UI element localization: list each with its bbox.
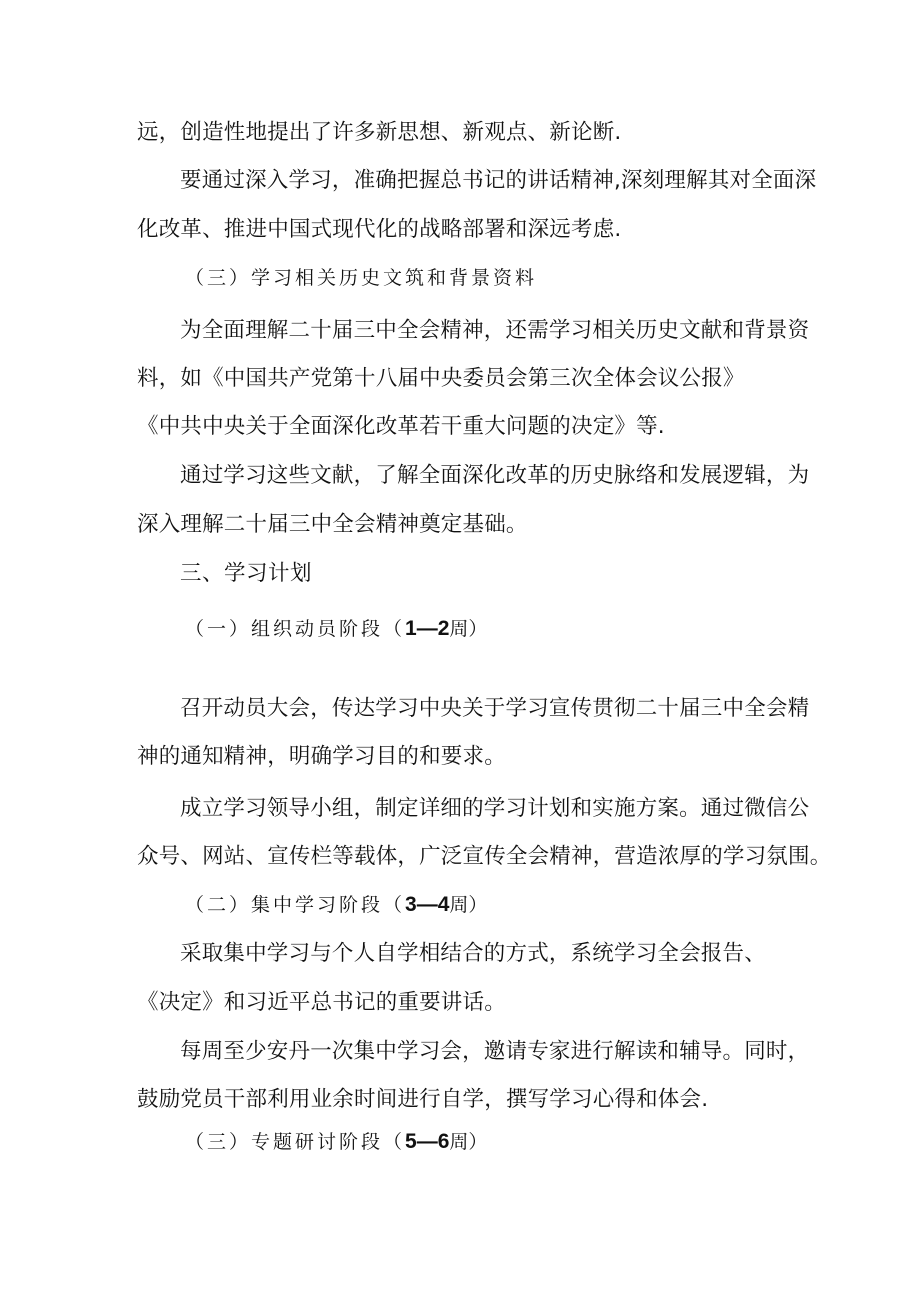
- paragraph-line: 召开动员大会，传达学习中央关于学习宣传贯彻二十届三中全会精: [180, 696, 810, 721]
- paragraph-line: 通过学习这些文献，了解全面深化改革的历史脉络和发展逻辑，为: [180, 463, 810, 488]
- paragraph-line: 《决定》和习近平总书记的重要讲话。: [137, 990, 506, 1015]
- paragraph-line: 为全面理解二十届三中全会精神，还需学习相关历史文献和背景资: [180, 318, 810, 343]
- subsection-heading: （三）学习相关历史文筑和背景资料: [185, 267, 538, 289]
- paragraph-line: 《中共中央关于全面深化改革若干重大问题的决定》等.: [137, 414, 665, 439]
- phase-prefix: （二）集中学习阶段（: [185, 894, 406, 916]
- section-heading: 三、学习计划: [180, 561, 313, 586]
- phase-suffix: 周）: [449, 1131, 488, 1153]
- paragraph-line: 料，如《中国共产党第十八届中央委员会第三次全体会议公报》: [137, 366, 745, 391]
- phase-weeks: 1—2: [405, 617, 450, 640]
- phase-heading: [185, 894, 487, 915]
- paragraph-line: 成立学习领导小组，制定详细的学习计划和实施方案。通过微信公: [180, 796, 810, 821]
- paragraph-line: 众号、网站、宣传栏等载体，广泛宣传全会精神，营造浓厚的学习氛围。: [137, 844, 832, 869]
- paragraph-line: 鼓励党员干部利用业余时间进行自学，撰写学习心得和体会.: [137, 1087, 709, 1112]
- paragraph-line: 深入理解二十届三中全会精神奠定基础。: [137, 512, 528, 537]
- phase-heading: [185, 618, 487, 639]
- phase-heading: [185, 1131, 487, 1152]
- phase-suffix: 周）: [449, 618, 488, 640]
- phase-weeks: 5—6: [405, 1130, 450, 1153]
- phase-prefix: （三）专题研讨阶段（: [185, 1131, 406, 1153]
- paragraph-line: 采取集中学习与个人自学相结合的方式，系统学习全会报告、: [180, 941, 766, 966]
- paragraph-line: 要通过深入学习，准确把握总书记的讲话精神,深刻理解其对全面深: [180, 168, 817, 193]
- paragraph-line: 远，创造性地提出了许多新思想、新观点、新论断.: [137, 120, 622, 145]
- phase-prefix: （一）组织动员阶段（: [185, 618, 406, 640]
- paragraph-line: 神的通知精神，明确学习目的和要求。: [137, 744, 506, 769]
- paragraph-line: 化改革、推进中国式现代化的战略部署和深远考虑.: [137, 217, 622, 242]
- phase-weeks: 3—4: [405, 893, 450, 916]
- paragraph-line: 每周至少安丹一次集中学习会，邀请专家进行解读和辅导。同时，: [180, 1039, 810, 1064]
- phase-suffix: 周）: [449, 894, 488, 916]
